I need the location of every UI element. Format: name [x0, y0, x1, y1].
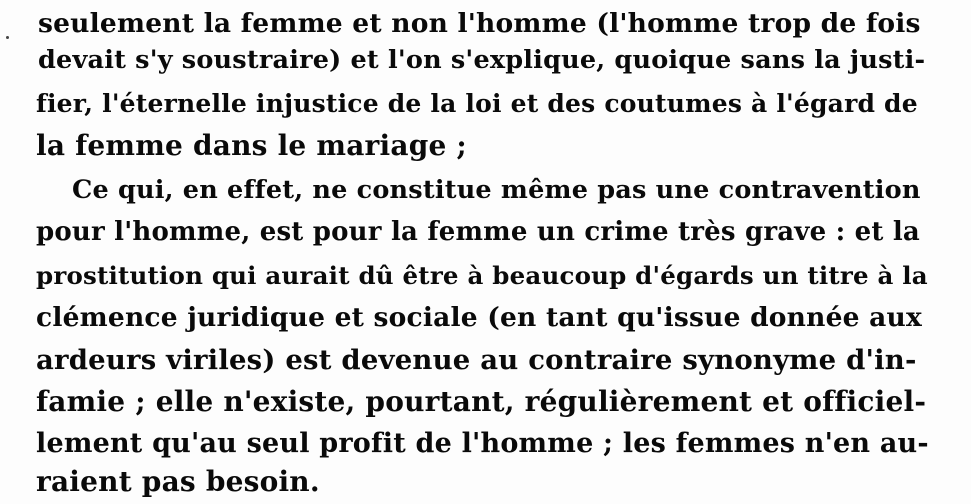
paragraph-first-line: Ce qui, en effet, ne constitue même pas une contravention — [72, 175, 921, 205]
text-line: famie ; elle n'existe, pourtant, régulièrement et officiel- — [36, 385, 927, 418]
text-line: seulement la femme et non l'homme (l'homme trop de fois — [38, 8, 921, 39]
text-line: raient pas besoin. — [36, 465, 320, 498]
text-line: la femme dans le mariage ; — [36, 129, 467, 162]
text-line: pour l'homme, est pour la femme un crime très grave : et la — [36, 217, 920, 247]
text-line: prostitution qui aurait dû être à beaucoup d'égards un titre à la — [36, 261, 928, 290]
text-line: devait s'y soustraire) et l'on s'explique, quoique sans la justi- — [38, 45, 926, 75]
text-line: lement qu'au seul profit de l'homme ; les femmes n'en au- — [36, 428, 929, 459]
text-line: clémence juridique et sociale (en tant qu'issue donnée aux — [36, 302, 922, 333]
text-line: fier, l'éternelle injustice de la loi et des coutumes à l'égard de — [36, 89, 918, 118]
text-line: ardeurs viriles) est devenue au contraire synonyme d'in- — [36, 344, 917, 376]
